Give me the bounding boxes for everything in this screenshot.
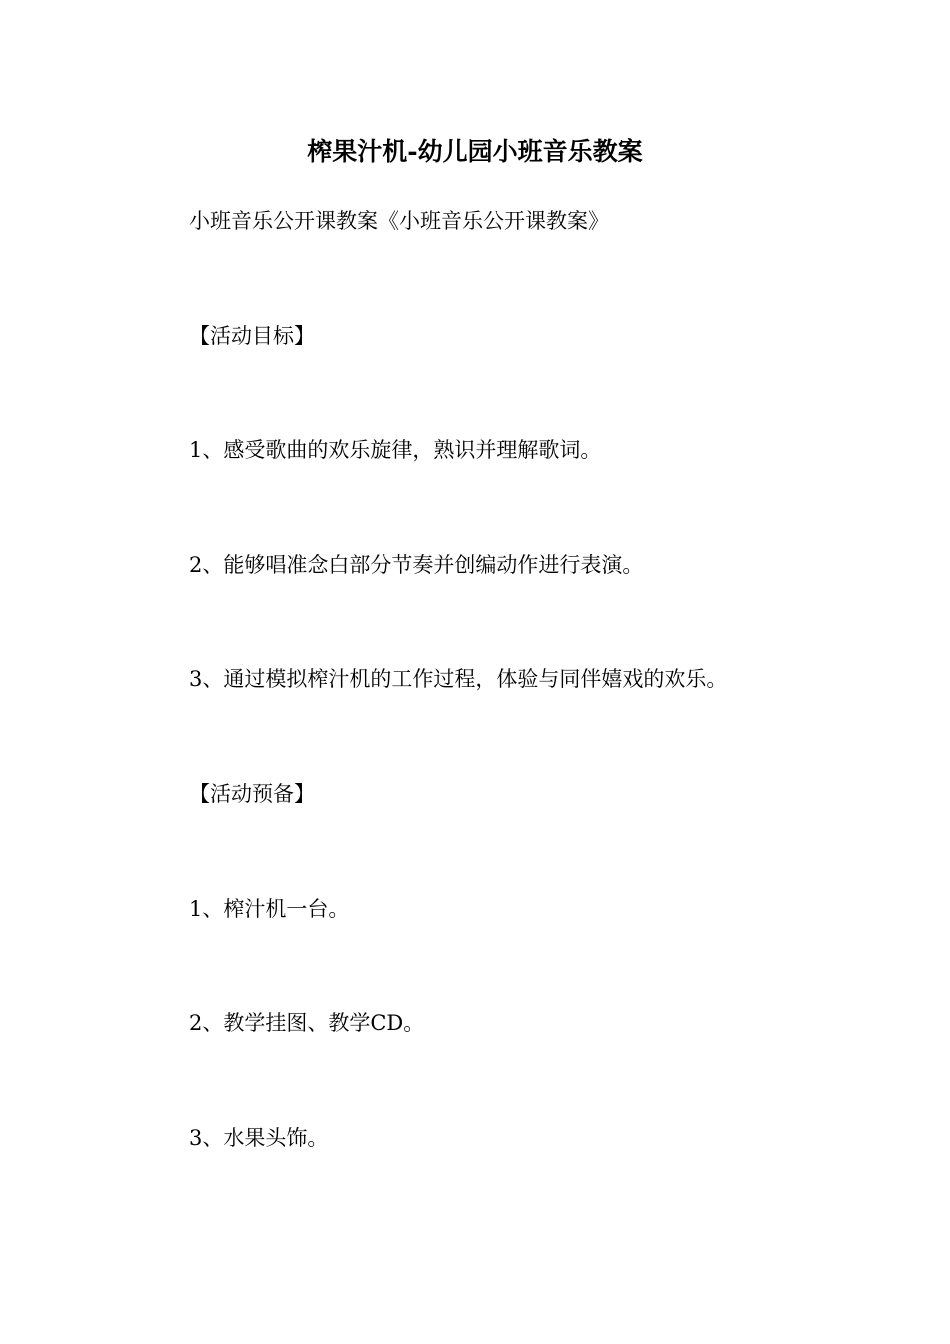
section-heading-preparation: 【活动预备】 xyxy=(189,782,315,806)
preparation-item-2: 2、教学挂图、教学CD。 xyxy=(189,1011,425,1035)
section-heading-goals: 【活动目标】 xyxy=(189,324,315,348)
document-subtitle: 小班音乐公开课教案《小班音乐公开课教案》 xyxy=(189,209,609,233)
goal-item-3: 3、通过模拟榨汁机的工作过程，体验与同伴嬉戏的欢乐。 xyxy=(189,667,728,691)
goal-item-1: 1、感受歌曲的欢乐旋律，熟识并理解歌词。 xyxy=(189,438,602,462)
goal-item-2: 2、能够唱准念白部分节奏并创编动作进行表演。 xyxy=(189,553,644,577)
document-title: 榨果汁机-幼儿园小班音乐教案 xyxy=(307,137,643,166)
preparation-item-3: 3、水果头饰。 xyxy=(189,1126,329,1150)
preparation-item-1: 1、榨汁机一台。 xyxy=(189,897,350,921)
